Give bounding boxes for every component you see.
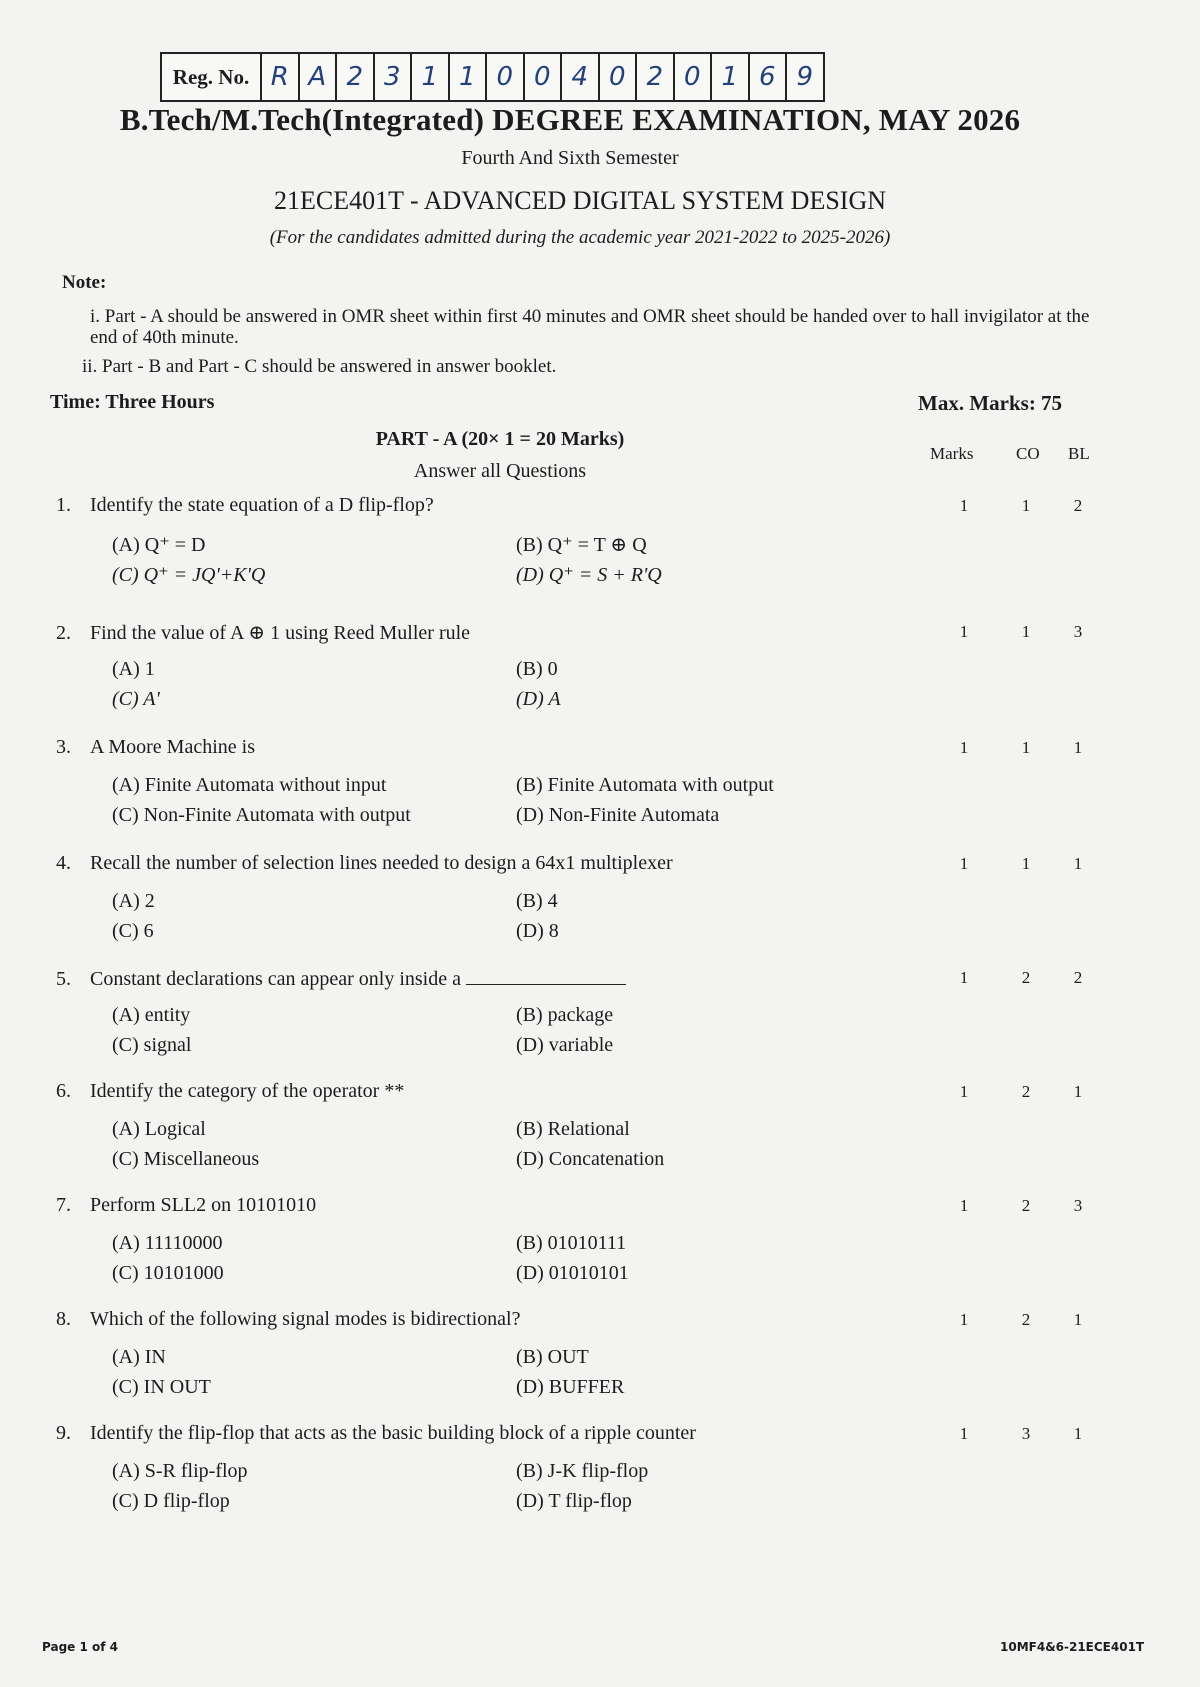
part-a-title: PART - A (20× 1 = 20 Marks) bbox=[375, 428, 625, 450]
option-d: (D) Non-Finite Automata bbox=[516, 804, 720, 826]
option-d: (D) T flip-flop bbox=[516, 1490, 632, 1512]
note-item-ii: ii. Part - B and Part - C should be answered in answer booklet. bbox=[82, 356, 557, 377]
reg-digit: 2 bbox=[337, 54, 375, 100]
question-marks: 1 bbox=[959, 1310, 969, 1329]
option-d: (D) A bbox=[516, 688, 561, 710]
part-a-instruction: Answer all Questions bbox=[413, 460, 587, 482]
column-header-co: CO bbox=[1016, 444, 1040, 463]
reg-digit: 3 bbox=[375, 54, 413, 100]
question-text: Find the value of A ⊕ 1 using Reed Muller rule bbox=[90, 622, 471, 644]
option-a: (A) 11110000 bbox=[112, 1232, 223, 1254]
reg-digit: 0 bbox=[600, 54, 638, 100]
question-number: 1. bbox=[56, 494, 71, 516]
option-b: (B) 0 bbox=[516, 658, 558, 680]
fill-in-blank bbox=[466, 966, 626, 985]
reg-digit: A bbox=[300, 54, 338, 100]
option-d: (D) 01010101 bbox=[516, 1262, 629, 1284]
reg-label: Reg. No. bbox=[162, 54, 262, 100]
option-c: (C) Non-Finite Automata with output bbox=[112, 804, 411, 826]
reg-digit: 0 bbox=[487, 54, 525, 100]
option-c: (C) Q⁺ = JQ'+K'Q bbox=[112, 564, 266, 586]
option-b: (B) OUT bbox=[516, 1346, 589, 1368]
exam-time: Time: Three Hours bbox=[50, 391, 215, 413]
question-bl: 2 bbox=[1073, 496, 1083, 515]
question-co: 1 bbox=[1021, 496, 1031, 515]
reg-digit: 1 bbox=[412, 54, 450, 100]
option-b: (B) Q⁺ = T ⊕ Q bbox=[516, 534, 647, 556]
question-text: Constant declarations can appear only inside a bbox=[90, 968, 461, 990]
option-a: (A) 1 bbox=[112, 658, 155, 680]
question-bl: 1 bbox=[1073, 738, 1083, 757]
option-a: (A) Finite Automata without input bbox=[112, 774, 387, 796]
question-co: 1 bbox=[1021, 738, 1031, 757]
option-a: (A) entity bbox=[112, 1004, 191, 1026]
question-marks: 1 bbox=[959, 1424, 969, 1443]
option-d: (D) Concatenation bbox=[516, 1148, 665, 1170]
question-number: 7. bbox=[56, 1194, 71, 1216]
option-c: (C) Miscellaneous bbox=[112, 1148, 260, 1170]
question-co: 2 bbox=[1021, 1196, 1031, 1215]
column-header-bl: BL bbox=[1068, 444, 1090, 463]
option-b: (B) 01010111 bbox=[516, 1232, 627, 1254]
question-bl: 2 bbox=[1073, 968, 1083, 987]
question-bl: 1 bbox=[1073, 1424, 1083, 1443]
reg-digit: 1 bbox=[450, 54, 488, 100]
question-co: 2 bbox=[1021, 1082, 1031, 1101]
option-b: (B) J-K flip-flop bbox=[516, 1460, 649, 1482]
option-c: (C) IN OUT bbox=[112, 1376, 211, 1398]
question-text: Identify the category of the operator ** bbox=[90, 1080, 405, 1102]
reg-digit: 4 bbox=[562, 54, 600, 100]
option-b: (B) 4 bbox=[516, 890, 558, 912]
question-marks: 1 bbox=[959, 496, 969, 515]
question-bl: 3 bbox=[1073, 1196, 1083, 1215]
column-header-marks: Marks bbox=[930, 444, 974, 463]
option-c: (C) A' bbox=[112, 688, 160, 710]
option-c: (C) 6 bbox=[112, 920, 154, 942]
question-text: A Moore Machine is bbox=[90, 736, 255, 758]
question-marks: 1 bbox=[959, 1196, 969, 1215]
question-marks: 1 bbox=[959, 622, 969, 641]
option-d: (D) variable bbox=[516, 1034, 614, 1056]
question-text: Perform SLL2 on 10101010 bbox=[90, 1194, 317, 1216]
reg-digit: 0 bbox=[525, 54, 563, 100]
question-number: 5. bbox=[56, 968, 71, 990]
reg-digit: 1 bbox=[712, 54, 750, 100]
option-c: (C) signal bbox=[112, 1034, 192, 1056]
reg-digit: 6 bbox=[750, 54, 788, 100]
option-d: (D) BUFFER bbox=[516, 1376, 625, 1398]
page-number: Page 1 of 4 bbox=[42, 1640, 118, 1654]
option-c: (C) D flip-flop bbox=[112, 1490, 230, 1512]
option-b: (B) Finite Automata with output bbox=[516, 774, 774, 796]
question-marks: 1 bbox=[959, 738, 969, 757]
option-a: (A) IN bbox=[112, 1346, 166, 1368]
option-c: (C) 10101000 bbox=[112, 1262, 224, 1284]
note-heading: Note: bbox=[62, 272, 107, 293]
candidates-note: (For the candidates admitted during the academic year 2021-2022 to 2025-2026) bbox=[269, 227, 891, 248]
option-b: (B) package bbox=[516, 1004, 614, 1026]
question-marks: 1 bbox=[959, 1082, 969, 1101]
paper-code: 10MF4&6-21ECE401T bbox=[1000, 1640, 1145, 1654]
course-title: 21ECE401T - ADVANCED DIGITAL SYSTEM DESIGN bbox=[273, 186, 887, 215]
question-co: 3 bbox=[1021, 1424, 1031, 1443]
reg-digit: 0 bbox=[675, 54, 713, 100]
option-b: (B) Relational bbox=[516, 1118, 630, 1140]
reg-digit: 9 bbox=[796, 62, 814, 92]
question-bl: 1 bbox=[1073, 1082, 1083, 1101]
question-co: 2 bbox=[1021, 1310, 1031, 1329]
question-bl: 1 bbox=[1073, 1310, 1083, 1329]
question-number: 2. bbox=[56, 622, 71, 644]
option-a: (A) S-R flip-flop bbox=[112, 1460, 248, 1482]
question-text: Identify the state equation of a D flip-flop? bbox=[90, 494, 434, 516]
question-number: 6. bbox=[56, 1080, 71, 1102]
question-text: Recall the number of selection lines needed to design a 64x1 multiplexer bbox=[90, 852, 673, 874]
reg-number-box bbox=[160, 52, 825, 102]
question-text: Identify the flip-flop that acts as the basic building block of a ripple counter bbox=[90, 1422, 696, 1444]
question-co: 1 bbox=[1021, 622, 1031, 641]
question-marks: 1 bbox=[959, 968, 969, 987]
option-d: (D) Q⁺ = S + R'Q bbox=[516, 564, 662, 586]
max-marks: Max. Marks: 75 bbox=[918, 391, 1063, 415]
option-a: (A) Q⁺ = D bbox=[112, 534, 206, 556]
option-a: (A) Logical bbox=[112, 1118, 206, 1140]
question-text: Which of the following signal modes is bidirectional? bbox=[90, 1308, 521, 1330]
option-a: (A) 2 bbox=[112, 890, 155, 912]
question-number: 9. bbox=[56, 1422, 71, 1444]
question-marks: 1 bbox=[959, 854, 969, 873]
question-number: 3. bbox=[56, 736, 71, 758]
reg-digit: 2 bbox=[637, 54, 675, 100]
question-number: 4. bbox=[56, 852, 71, 874]
exam-title: B.Tech/M.Tech(Integrated) DEGREE EXAMINATION, MAY 2026 bbox=[119, 102, 1021, 137]
question-bl: 1 bbox=[1073, 854, 1083, 873]
question-bl: 3 bbox=[1073, 622, 1083, 641]
option-d: (D) 8 bbox=[516, 920, 559, 942]
question-co: 2 bbox=[1021, 968, 1031, 987]
reg-digit: R bbox=[262, 54, 300, 100]
question-co: 1 bbox=[1021, 854, 1031, 873]
semester: Fourth And Sixth Semester bbox=[461, 147, 679, 169]
note-item-i: i. Part - A should be answered in OMR sheet within first 40 minutes and OMR sheet should be handed over to hall invigilator at the end of 40th minute. bbox=[90, 306, 1090, 348]
question-number: 8. bbox=[56, 1308, 71, 1330]
